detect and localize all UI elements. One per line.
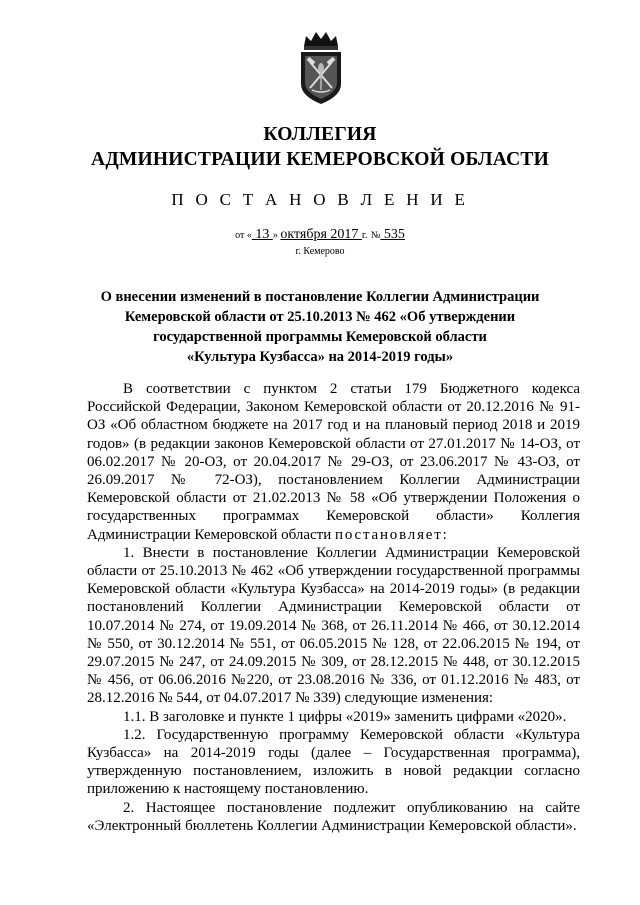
title-line: О внесении изменений в постановление Коллегии Администрации: [100, 289, 540, 305]
document-type: П О С Т А Н О В Л Е Н И Е: [171, 190, 469, 209]
body-paragraph: [87, 380, 580, 544]
year-suffix: г.: [361, 230, 368, 241]
title-line: Кемеровской области от 25.10.2013 № 462 «Об утверждении: [124, 309, 516, 325]
body-paragraph: 2. Настоящее постановление подлежит опубликованию на сайте «Электронный бюллетень Коллегии Администрации Кемеровской области».: [87, 799, 580, 834]
org-name-line1: КОЛЛЕГИЯ: [263, 124, 377, 145]
city-name: г. Кемерово: [295, 246, 345, 257]
date-month-year: октября 2017: [280, 227, 362, 242]
title-line: государственной программы Кемеровской области: [153, 329, 487, 345]
coat-of-arms-emblem: [296, 28, 346, 108]
number-prefix: №: [370, 230, 381, 241]
org-name-line2: АДМИНИСТРАЦИИ КЕМЕРОВСКОЙ ОБЛАСТИ: [91, 149, 549, 170]
document-title: [88, 287, 552, 367]
document-date-number: [0, 227, 640, 243]
date-prefix: от «: [235, 230, 252, 241]
date-separator: »: [272, 230, 281, 241]
date-day: 13: [251, 227, 273, 242]
body-paragraph: 1.1. В заголовке и пункте 1 цифры «2019» заменить цифрами «2020».: [123, 708, 567, 725]
document-number: 535: [380, 227, 405, 242]
body-paragraph: 1.2. Государственную программу Кемеровской области «Культура Кузбасса» на 2014-2019 годы (далее – Государственная программа), утвержденную постановлением, изложить в новой редакции согласно приложению к настоящему постановлению.: [87, 726, 580, 798]
document-body: [87, 380, 580, 835]
preamble-text: В соответствии с пунктом 2 статьи 179 Бюджетного кодекса Российской Федерации, Законом Кемеровской области от 20.12.2016 № 91-ОЗ «Об областном бюджете на 2017 год и на плановый период 2018 и 2019 годов» (в редакции законов Кемеровской области от 27.01.2017 № 14-ОЗ, от 06.02.2017 № 20-ОЗ, от 20.04.2017 № 29-ОЗ, от 23.06.2017 № 43-ОЗ, от 26.09.2017 № 72-ОЗ), постановлением Коллегии Администрации Кемеровской области от 21.02.2013 № 58 «Об утверждении Положения о государственных программах Кемеровской области» Коллегия Администрации Кемеровской области: [87, 381, 580, 543]
title-line: «Культура Кузбасса» на 2014-2019 годы»: [186, 349, 454, 365]
body-paragraph: 1. Внести в постановление Коллегии Администрации Кемеровской области от 25.10.2013 № 462 «Об утверждении государственной программы Кемеровской области «Культура Кузбасса» на 2014-2019 годы» (в редакции постановлений Коллегии Администрации Кемеровской области от 10.07.2014 № 274, от 19.09.2014 № 368, от 26.11.2014 № 466, от 30.12.2014 № 550, от 30.12.2014 № 551, от 06.05.2015 № 128, от 22.06.2015 № 194, от 29.07.2015 № 247, от 24.09.2015 № 309, от 28.12.2015 № 448, от 30.12.2015 № 456, от 06.06.2016 №220, от 23.08.2016 № 336, от 01.12.2016 № 483, от 28.12.2016 № 544, от 04.07.2017 № 339) следующие изменения:: [87, 544, 580, 707]
resolves-word: постановляет:: [335, 526, 449, 543]
